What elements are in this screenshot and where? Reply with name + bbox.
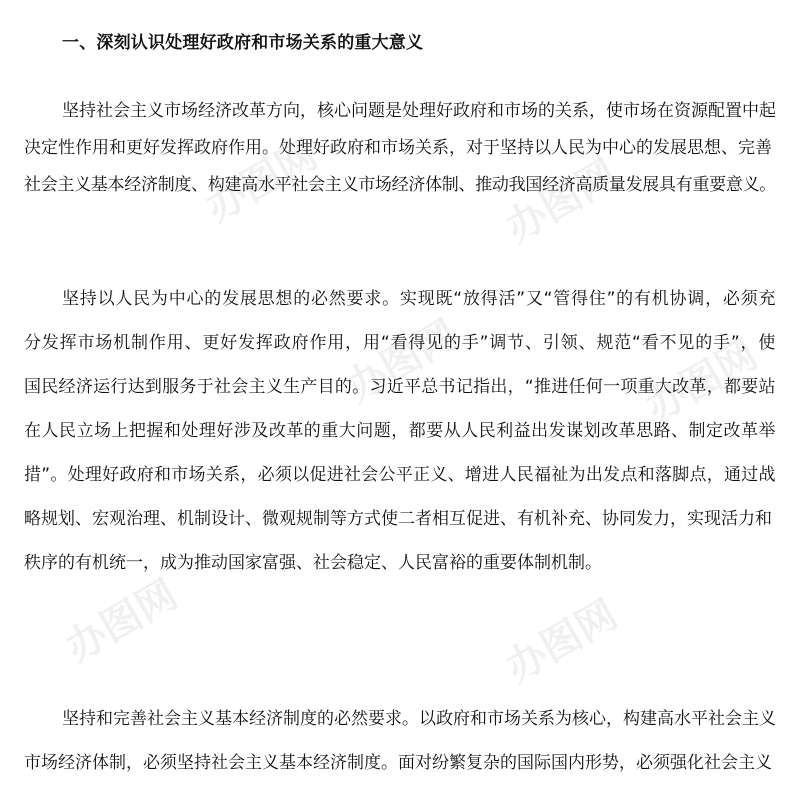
paragraph-2-line-6: 略规划、宏观治理、机制设计、微观规制等方式使二者相互促进、有机补充、协同发力，实现活力和 — [24, 509, 772, 529]
section-heading: 一、深刻认识处理好政府和市场关系的重大意义 — [62, 33, 424, 53]
paragraph-2-line-5: 措”。处理好政府和市场关系，必须以促进社会公平正义、增进人民福祉为出发点和落脚点，通过战 — [24, 465, 776, 485]
paragraph-2-line-1: 坚持以人民为中心的发展思想的必然要求。实现既“放得活”又“管得住”的有机协调，必须充 — [62, 289, 777, 309]
paragraph-2-line-2: 分发挥市场机制作用、更好发挥政府作用，用“看得见的手”调节、引领、规范“看不见的手”，使 — [24, 333, 777, 353]
watermark-6: 办图网 — [498, 591, 626, 692]
watermark-2: 办图网 — [498, 151, 626, 252]
watermark-5: 办图网 — [58, 571, 186, 672]
paragraph-3-line-2: 市场经济体制，必须坚持社会主义基本经济制度。面对纷繁复杂的国际国内形势，必须强化社会主义 — [24, 753, 772, 773]
paragraph-3-line-1: 坚持和完善社会主义基本经济制度的必然要求。以政府和市场关系为核心，构建高水平社会主义 — [62, 709, 776, 729]
watermark-3: 办图网 — [338, 311, 466, 412]
paragraph-1-line-2: 决定性作用和更好发挥政府作用。处理好政府和市场关系，对于坚持以人民为中心的发展思想、完善 — [24, 138, 772, 158]
paragraph-2-line-4: 在人民立场上把握和处理好涉及改革的重大问题，都要从人民利益出发谋划改革思路、制定改革举 — [24, 421, 776, 441]
paragraph-1-line-1: 坚持社会主义市场经济改革方向，核心问题是处理好政府和市场的关系，使市场在资源配置中起 — [62, 101, 776, 121]
paragraph-2-line-7: 秩序的有机统一，成为推动国家富强、社会稳定、人民富裕的重要体制机制。 — [24, 553, 602, 573]
watermark-4: 办图网 — [638, 331, 766, 432]
paragraph-2-line-3: 国民经济运行达到服务于社会主义生产目的。习近平总书记指出，“推进任何一项重大改革，都要站 — [24, 377, 776, 397]
paragraph-1-line-3: 社会主义基本经济制度、构建高水平社会主义市场经济体制、推动我国经济高质量发展具有重要意义。 — [24, 175, 776, 195]
watermark-1: 办图网 — [198, 131, 326, 232]
